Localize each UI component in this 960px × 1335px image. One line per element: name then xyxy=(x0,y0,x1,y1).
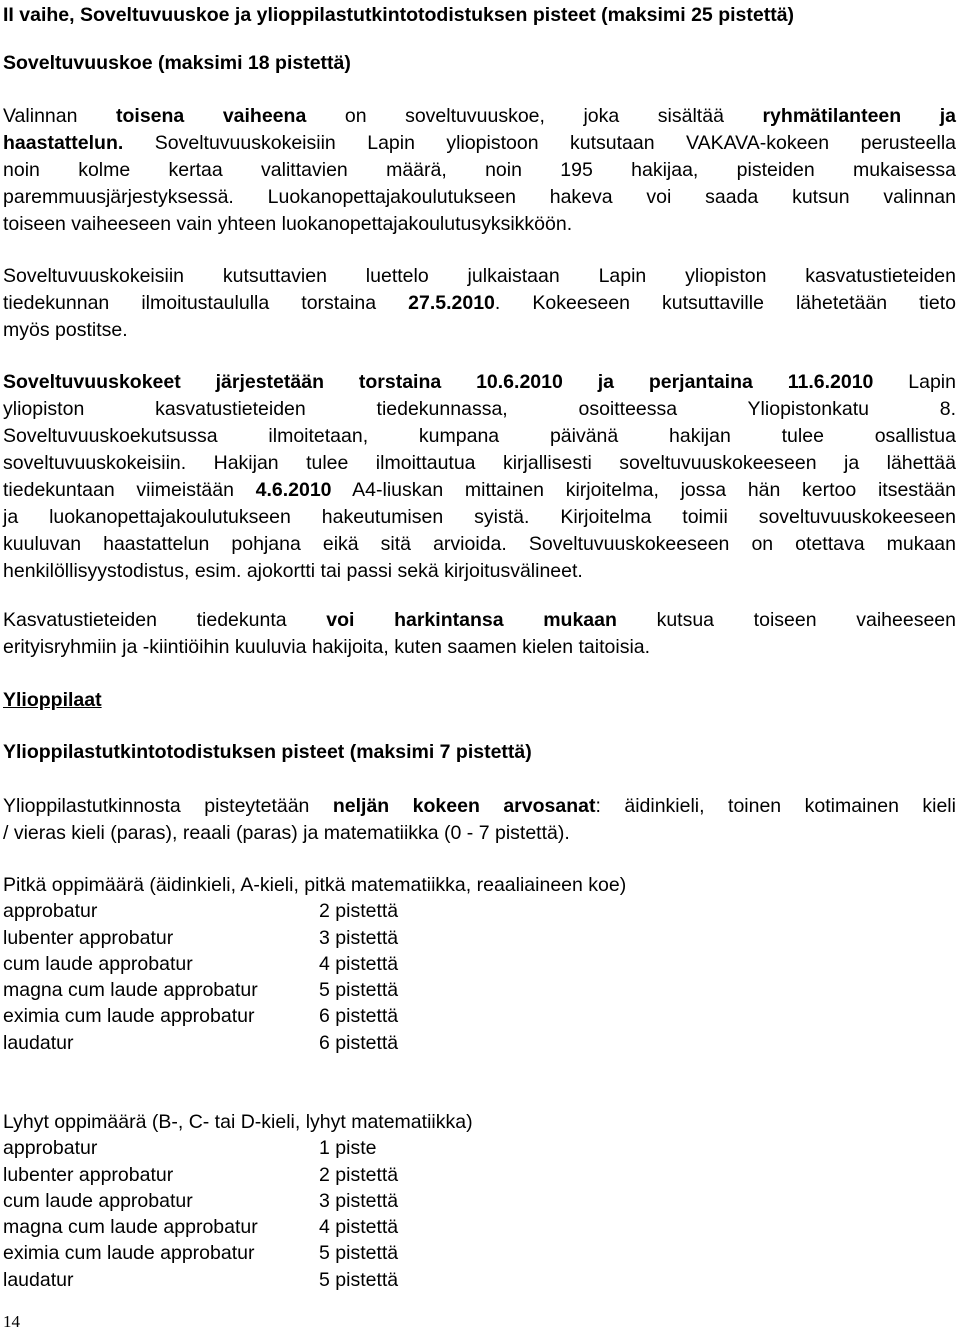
grade-points: 1 piste xyxy=(319,1137,377,1159)
grade-name: cum laude approbatur xyxy=(3,1190,193,1212)
text-line: haastattelun. Soveltuvuuskokeisiin Lapin yliopistoon kutsutaan VAKAVA-kokeen perusteella xyxy=(3,132,956,154)
grade-row xyxy=(3,1267,956,1293)
short-syllabus-title: Lyhyt oppimäärä (B-, C- tai D-kieli, lyhyt matematiikka) xyxy=(3,1111,473,1133)
text-line: tiedekunnan ilmoitustaululla torstaina 27.5.2010. Kokeeseen kutsuttaville lähetetään tieto xyxy=(3,292,956,314)
grade-points: 3 pistettä xyxy=(319,1190,399,1212)
grade-points: 5 pistettä xyxy=(319,1242,399,1264)
text-line: toiseen vaiheeseen vain yhteen luokanopettajakoulutusyksikköön. xyxy=(3,213,573,235)
grade-row xyxy=(3,1214,956,1240)
grade-points: 3 pistettä xyxy=(319,927,399,949)
text-line: myös postitse. xyxy=(3,319,128,341)
text-line: Soveltuvuuskoekutsussa ilmoitetaan, kumpana päivänä hakijan tulee osallistua xyxy=(3,425,956,447)
grade-row xyxy=(3,977,956,1003)
main-heading: II vaihe, Soveltuvuuskoe ja ylioppilastutkintotodistuksen pisteet (maksimi 25 pistettä) xyxy=(3,4,795,26)
grade-name: approbatur xyxy=(3,1137,98,1159)
text-line: Kasvatustieteiden tiedekunta voi harkintansa mukaan kutsua toiseen vaiheeseen xyxy=(3,609,956,631)
grade-points: 6 pistettä xyxy=(319,1005,399,1027)
text-line: Soveltuvuuskokeisiin kutsuttavien luettelo julkaistaan Lapin yliopiston kasvatustieteiden xyxy=(3,265,956,287)
sub-heading-aptitude-test: Soveltuvuuskoe (maksimi 18 pistettä) xyxy=(3,52,351,74)
grade-points: 2 pistettä xyxy=(319,1164,399,1186)
grade-name: magna cum laude approbatur xyxy=(3,979,258,1001)
grade-points: 4 pistettä xyxy=(319,953,399,975)
grade-points: 5 pistettä xyxy=(319,979,399,1001)
grade-name: approbatur xyxy=(3,900,98,922)
grade-row xyxy=(3,1003,956,1029)
text-line: / vieras kieli (paras), reaali (paras) ja matematiikka (0 - 7 pistettä). xyxy=(3,822,570,844)
text-line: tiedekuntaan viimeistään 4.6.2010 A4-liuskan mittainen kirjoitelma, jossa hän kertoo itsestään xyxy=(3,479,956,501)
grade-row xyxy=(3,951,956,977)
text-line: kuuluvan haastattelun pohjana eikä sitä arvioida. Soveltuvuuskokeeseen on otettava mukaan xyxy=(3,533,956,555)
long-syllabus-title: Pitkä oppimäärä (äidinkieli, A-kieli, pitkä matematiikka, reaaliaineen koe) xyxy=(3,874,627,896)
grade-points: 5 pistettä xyxy=(319,1269,399,1291)
grade-row xyxy=(3,898,956,924)
text-line: paremmuusjärjestyksessä. Luokanopettajakoulutukseen hakeva voi saada kutsun valinnan xyxy=(3,186,956,208)
grade-row xyxy=(3,1188,956,1214)
text-line: erityisryhmiin ja -kiintiöihin kuuluvia hakijoita, kuten saamen kielen taitoisia. xyxy=(3,636,651,658)
grade-name: magna cum laude approbatur xyxy=(3,1216,258,1238)
grade-row xyxy=(3,925,956,951)
text-line: Soveltuvuuskokeet järjestetään torstaina 10.6.2010 ja perjantaina 11.6.2010 Lapin xyxy=(3,371,956,393)
grade-points: 6 pistettä xyxy=(319,1032,399,1054)
text-line: noin kolme kertaa valittavien määrä, noin 195 hakijaa, pisteiden mukaisessa xyxy=(3,159,956,181)
grade-name: cum laude approbatur xyxy=(3,953,193,975)
grade-name: laudatur xyxy=(3,1269,74,1291)
text-line: Valinnan toisena vaiheena on soveltuvuuskoe, joka sisältää ryhmätilanteen ja xyxy=(3,105,956,127)
heading-yo-points: Ylioppilastutkintotodistuksen pisteet (maksimi 7 pistettä) xyxy=(3,741,532,763)
heading-ylioppilaat: Ylioppilaat xyxy=(3,689,102,711)
text-line: yliopiston kasvatustieteiden tiedekunnassa, osoitteessa Yliopistonkatu 8. xyxy=(3,398,956,420)
grade-name: lubenter approbatur xyxy=(3,1164,174,1186)
text-line: henkilöllisyystodistus, esim. ajokortti tai passi sekä kirjoitusvälineet. xyxy=(3,560,583,582)
grade-row xyxy=(3,1240,956,1266)
text-line: soveltuvuuskokeisiin. Hakijan tulee ilmoittautua kirjallisesti soveltuvuuskokeeseen ja lähettää xyxy=(3,452,956,474)
text-line: Ylioppilastutkinnosta pisteytetään neljän kokeen arvosanat: äidinkieli, toinen kotimainen kieli xyxy=(3,795,956,817)
grade-row xyxy=(3,1162,956,1188)
grade-name: lubenter approbatur xyxy=(3,927,174,949)
page-number: 14 xyxy=(3,1312,20,1331)
grade-name: laudatur xyxy=(3,1032,74,1054)
grade-points: 2 pistettä xyxy=(319,900,399,922)
text-line: ja luokanopettajakoulutukseen hakeutumisen syistä. Kirjoitelma toimii soveltuvuuskokeeseen xyxy=(3,506,956,528)
grade-name: eximia cum laude approbatur xyxy=(3,1242,255,1264)
grade-row xyxy=(3,1030,956,1056)
grade-points: 4 pistettä xyxy=(319,1216,399,1238)
grade-name: eximia cum laude approbatur xyxy=(3,1005,255,1027)
grade-row xyxy=(3,1135,956,1161)
